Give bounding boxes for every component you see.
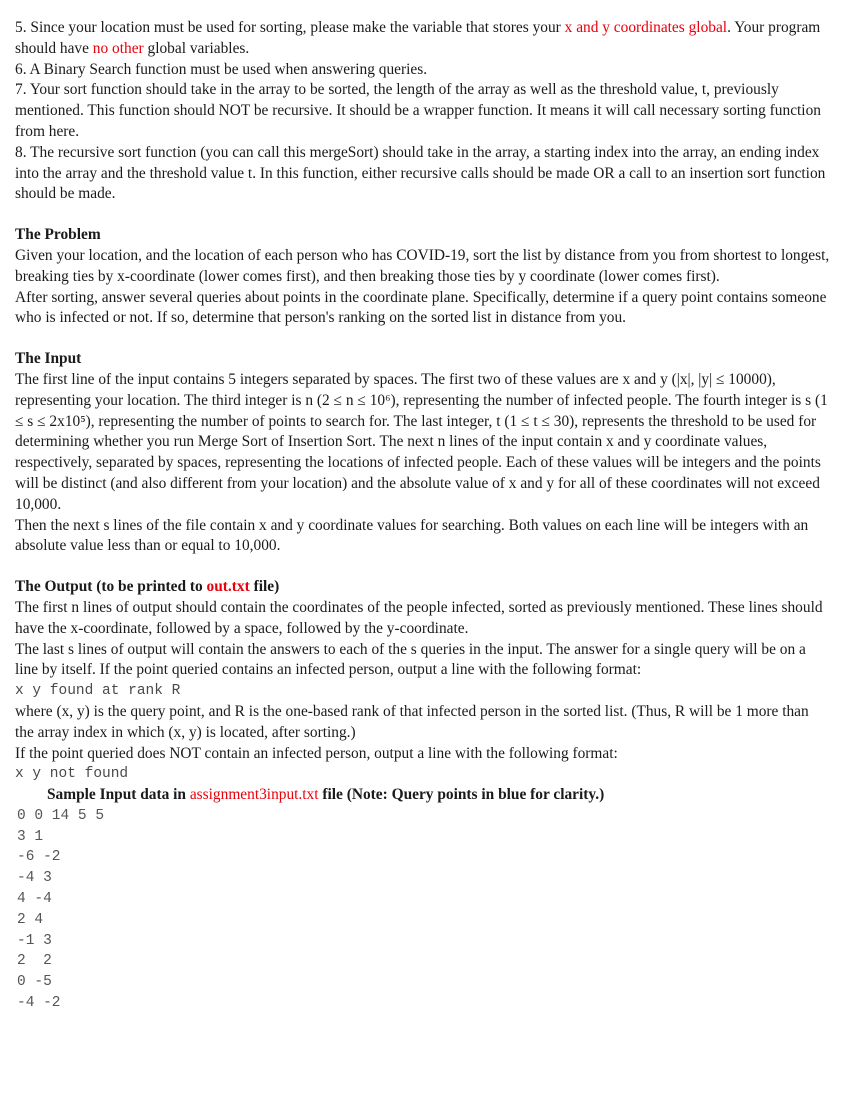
sample-line: 2 2 (17, 953, 52, 970)
rule-7: 7. Your sort function should take in the array to be sorted, the length of the array as well as the threshold value, t, previously mentioned. This function should NOT be recursive. It should be a wrapper function. It means it will call necessary sorting function from here. (15, 81, 821, 140)
output-heading (15, 577, 831, 598)
output-paragraph-4: If the point queried does NOT contain an infected person, output a line with the following format: (15, 744, 618, 762)
sample-title (47, 785, 831, 806)
rule-8: 8. The recursive sort function (you can call this mergeSort) should take in the array, a starting index into the array, an ending index into the array and the threshold value t. In this function, either recursive calls should be made OR a call to an insertion sort function should be made. (15, 143, 826, 203)
sample-line: -6 -2 (17, 849, 61, 866)
rule-6: 6. A Binary Search function must be used when answering queries. (15, 60, 428, 78)
sample-line: 2 4 (17, 911, 44, 928)
problem-paragraph-1: Given your location, and the location of each person who has COVID-19, sort the list by distance from you from shortest to longest, breaking ties by x-coordinate (lower comes first), and then breaking those ties by y coordinate (lower comes first). (15, 246, 830, 285)
sample-line: 0 0 14 5 5 (17, 807, 105, 824)
output-filename: out.txt (206, 578, 250, 596)
input-paragraph-1: The first line of the input contains 5 integers separated by spaces. The first two of these values are x and y (|x|, |y| ≤ 10000), representing your location. The third integer is n (2 ≤ n ≤ 10⁶), representing the number of infected people. The fourth integer is s (1 ≤ s ≤ 2x10⁵), representing the number of points to search for. The last integer, t (1 ≤ t ≤ 30), represents the threshold to be used for determining whether you run Merge Sort of Insertion Sort. The next n lines of the input contain x and y coordinate values, respectively, separated by spaces, representing the locations of infected people. Each of these values will be integers and the points will be distinct (and also different from your location) and the absolute value of x and y for all of these coordinates will not exceed 10,000. (15, 370, 828, 513)
sample-title-text-2: file (Note: Query points in blue for clarity.) (318, 786, 605, 804)
format-found: x y found at rank R (15, 683, 181, 700)
sample-line: 4 -4 (17, 891, 52, 908)
input-heading: The Input (15, 350, 82, 368)
output-heading-text: The Output (to be printed to (15, 578, 207, 596)
format-not-found: x y not found (15, 766, 129, 783)
rule-5-highlight-no-other: no other (92, 39, 144, 57)
sample-title-text: Sample Input data in (47, 786, 190, 804)
output-heading-text-2: file) (249, 578, 280, 596)
rule-5-text: 5. Since your location must be used for sorting, please make the variable that stores your (15, 19, 565, 36)
sample-line: 0 -5 (17, 974, 52, 991)
sample-line: -1 3 (17, 932, 52, 949)
assignment-document (15, 18, 831, 1014)
rule-5-text-2: . Your program should have (15, 19, 821, 57)
sample-data (15, 806, 831, 1014)
rule-5-highlight-coordinates: x and y coordinates global (564, 19, 728, 36)
output-paragraph-2: The last s lines of output will contain the answers to each of the s queries in the input. The answer for a single query will be on a line by itself. If the point queried contains an infected person, output a line with the following format: (15, 640, 806, 679)
output-paragraph-1: The first n lines of output should contain the coordinates of the people infected, sorted as previously mentioned. These lines should have the x-coordinate, followed by a space, followed by the y-coordinate. (15, 598, 823, 637)
output-paragraph-3: where (x, y) is the query point, and R is the one-based rank of that infected person in the sorted list. (Thus, R will be 1 more than the array index in which (x, y) is located, after sorting.) (15, 702, 809, 741)
problem-paragraph-2: After sorting, answer several queries about points in the coordinate plane. Specifically, determine if a query point contains someone who is infected or not. If so, determine that person's ranking on the sorted list in distance from you. (15, 288, 827, 327)
rule-5 (15, 18, 831, 60)
sample-line: 3 1 (17, 828, 44, 845)
sample-line: -4 -2 (17, 995, 61, 1012)
sample-line: -4 3 (17, 870, 52, 887)
problem-heading: The Problem (15, 226, 101, 244)
sample-filename: assignment3input.txt (189, 786, 319, 804)
input-paragraph-2: Then the next s lines of the file contain x and y coordinate values for searching. Both values on each line will be integers with an absolute value less than or equal to 10,000. (15, 516, 809, 555)
rule-5-text-3: global variables. (143, 39, 250, 57)
